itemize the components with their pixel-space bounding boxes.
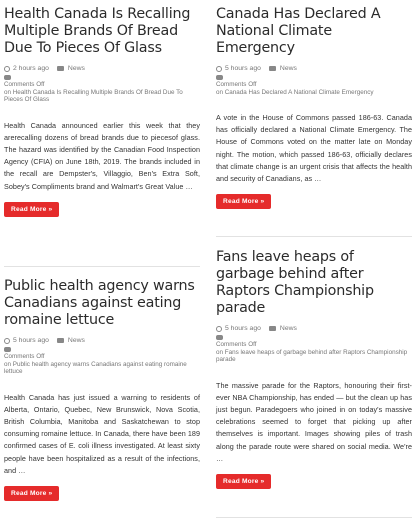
article-meta xyxy=(4,336,200,345)
clock-icon xyxy=(216,66,222,72)
right-column-lower xyxy=(216,249,412,489)
article-title[interactable]: Health Canada Is Recalling Multiple Brands Of Bread Due To Pieces Of Glass xyxy=(4,6,191,56)
comments-status xyxy=(216,81,412,96)
comments-off-target: on Fans leave heaps of garbage behind after Raptors Championship parade xyxy=(216,348,408,363)
comment-icon xyxy=(216,335,223,340)
article-category[interactable]: News xyxy=(67,65,85,72)
article-time: 2 hours ago xyxy=(13,65,49,72)
article-time: 5 hours ago xyxy=(225,325,261,332)
comments-off-label: Comments Off xyxy=(4,353,45,360)
article-category[interactable]: News xyxy=(67,337,85,344)
divider xyxy=(4,266,200,267)
folder-icon xyxy=(269,66,276,71)
right-column xyxy=(216,6,412,209)
clock-icon xyxy=(216,326,222,332)
article-excerpt: Health Canada announced earlier this week that they arerecalling dozens of bread brands due to piecesof glass. The hazard was identified by the Canadian Food Inspection Agency (CFIA) on June 18th, 2019. The brands included in the recall are Dempster's, Villaggio, Ben's Extra Soft, Sobey's Compliments brand and Walmart's Great Value … xyxy=(4,120,200,191)
divider xyxy=(216,236,412,237)
folder-icon xyxy=(57,338,64,343)
comments-status xyxy=(4,353,200,376)
divider xyxy=(216,517,412,518)
article-card xyxy=(216,249,412,489)
article-card xyxy=(4,6,200,217)
read-more-button[interactable]: Read More » xyxy=(4,202,59,217)
read-more-button[interactable]: Read More » xyxy=(216,474,271,489)
article-time: 5 hours ago xyxy=(13,337,49,344)
article-title[interactable]: Fans leave heaps of garbage behind after Raptors Championship parade xyxy=(216,249,374,316)
comments-off-label: Comments Off xyxy=(216,81,257,88)
folder-icon xyxy=(57,66,64,71)
article-meta xyxy=(216,64,412,73)
comments-off-label: Comments Off xyxy=(216,341,257,348)
comments-status xyxy=(216,341,412,364)
comments-off-target: on Health Canada Is Recalling Multiple Brands Of Bread Due To Pieces Of Glass xyxy=(4,88,183,103)
folder-icon xyxy=(269,326,276,331)
article-excerpt: Health Canada has just issued a warning to residents of Alberta, Ontario, Quebec, New Brunswick, Nova Scotia, British Columbia, Manitoba and Saskatchewan to stop consuming romaine lettuce. In Canada, there have been 189 confirmed cases of E. coli illness investigated. At least sixty people have been hospitalized as a result of the infections, and … xyxy=(4,392,200,475)
article-title[interactable]: Public health agency warns Canadians against eating romaine lettuce xyxy=(4,278,195,328)
comment-icon xyxy=(4,75,11,80)
read-more-button[interactable]: Read More » xyxy=(4,486,59,501)
left-column xyxy=(4,0,200,211)
article-card xyxy=(216,6,412,209)
article-card xyxy=(4,278,200,501)
clock-icon xyxy=(4,338,10,344)
article-time: 5 hours ago xyxy=(225,65,261,72)
article-category[interactable]: News xyxy=(279,65,297,72)
article-title[interactable]: Canada Has Declared A National Climate Emergency xyxy=(216,6,381,56)
comment-icon xyxy=(4,347,11,352)
read-more-button[interactable]: Read More » xyxy=(216,194,271,209)
comment-icon xyxy=(216,75,223,80)
article-meta xyxy=(216,324,412,333)
article-meta xyxy=(4,64,200,73)
comments-off-label: Comments Off xyxy=(4,81,45,88)
comments-status xyxy=(4,81,200,104)
article-category[interactable]: News xyxy=(279,325,297,332)
clock-icon xyxy=(4,66,10,72)
article-excerpt: A vote in the House of Commons passed 186-63. Canada has officially declared a National Climate Emergency. The House of Commons voted on the matter late on Monday night. The motion, which passed 186-63, officially declares that climate change is an urgent crisis that affects the health and security of Canadians, as … xyxy=(216,113,412,184)
left-column-lower xyxy=(4,278,200,501)
comments-off-target: on Public health agency warns Canadians against eating romaine lettuce xyxy=(4,360,187,375)
comments-off-target: on Canada Has Declared A National Climate Emergency xyxy=(216,88,374,96)
article-excerpt: The massive parade for the Raptors, honouring their first-ever NBA Championship, has ended — but the clean up has just begun. Paradegoers who joined in on today's massive celebrations seemed to forget that picking up after themselves is important. Images showing piles of trash along the parade route were shared on social media. We're … xyxy=(216,380,412,463)
